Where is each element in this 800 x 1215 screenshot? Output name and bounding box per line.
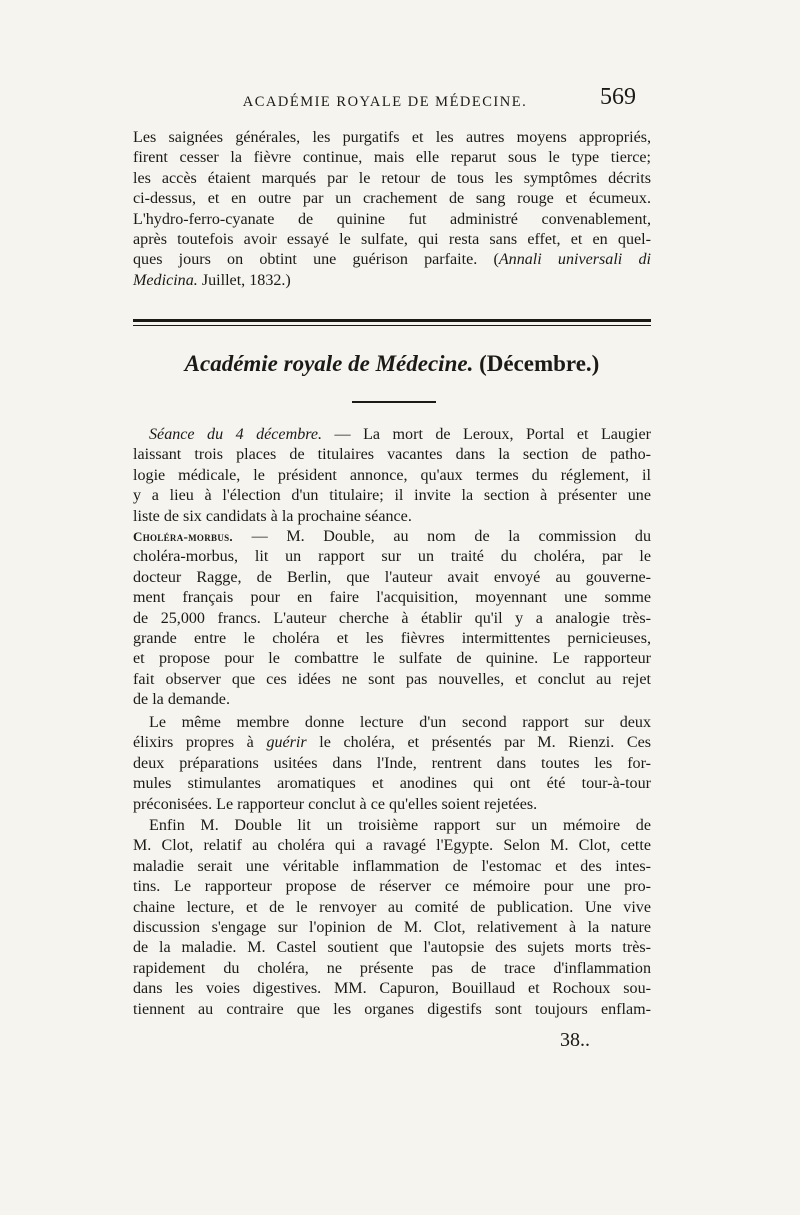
text-line: liste de six candidats à la prochaine séance. bbox=[133, 507, 412, 525]
text-line-citation bbox=[133, 250, 651, 270]
text-line: fait observer que ces idées ne sont pas nouvelles, et conclut au rejet bbox=[133, 670, 651, 688]
text-line-citation-end bbox=[133, 271, 651, 291]
paragraph-cholera bbox=[133, 527, 651, 711]
paragraph-seance bbox=[133, 425, 651, 527]
text-fragment: élixirs propres à bbox=[133, 734, 267, 752]
text-line bbox=[133, 733, 651, 753]
citation-journal-2: Medicina. bbox=[133, 271, 198, 289]
text-line: ment français pour en faire l'acquisition, moyennant une somme bbox=[133, 589, 651, 607]
text-line bbox=[133, 527, 651, 547]
text-line: de 25,000 francs. L'auteur cherche à établir qu'il y a analogie très- bbox=[133, 609, 651, 627]
text-line: logie médicale, le président annonce, qu'aux termes du réglement, il bbox=[133, 466, 651, 484]
text-fragment: — M. Double, au nom de la commission du bbox=[232, 528, 651, 545]
separator-rule-thick bbox=[133, 319, 651, 322]
seance-label: Séance du 4 décembre. bbox=[149, 426, 323, 443]
text-line: choléra-morbus, lit un rapport sur un traité du choléra, par le bbox=[133, 548, 651, 566]
text-line: mules stimulantes aromatiques et anodines qui ont été tour-à-tour bbox=[133, 775, 651, 793]
text-line: firent cesser la fièvre continue, mais elle reparut sous le type tierce; bbox=[133, 149, 651, 167]
text-line: deux préparations usitées dans l'Inde, rentrent dans toutes les for- bbox=[133, 754, 651, 772]
text-fragment: le choléra, et présentés par M. Rienzi. Ces bbox=[306, 734, 651, 752]
signature-mark: 38.. bbox=[560, 1029, 590, 1051]
text-line: Enfin M. Double lit un troisième rapport sur un mémoire de bbox=[149, 817, 651, 834]
text-line: L'hydro-ferro-cyanate de quinine fut administré convenablement, bbox=[133, 210, 651, 228]
paragraph-clot bbox=[133, 816, 651, 1020]
text-line: préconisées. Le rapporteur conclut à ce qu'elles soient rejetées. bbox=[133, 795, 538, 813]
citation-journal: Annali universali di bbox=[498, 251, 651, 269]
title-underline bbox=[352, 401, 436, 403]
text-line: dans les voies digestives. MM. Capuron, Bouillaud et Rochoux sou- bbox=[133, 980, 651, 998]
section-title-main: Académie royale de Médecine. bbox=[184, 351, 474, 376]
text-line: de la demande. bbox=[133, 691, 230, 709]
text-line: M. Clot, relatif au choléra qui a ravagé l'Egypte. Selon M. Clot, cette bbox=[133, 837, 651, 855]
separator-rule-thin bbox=[133, 325, 651, 326]
section-title-month: (Décembre.) bbox=[473, 351, 600, 376]
paragraph-elixirs bbox=[133, 713, 651, 815]
text-line: laissant trois places de titulaires vacantes dans la section de patho- bbox=[133, 446, 651, 464]
text-line: tins. Le rapporteur propose de réserver ce mémoire pour une pro- bbox=[133, 878, 651, 896]
cholera-label: Choléra-morbus. bbox=[133, 529, 233, 544]
section-title bbox=[133, 351, 651, 377]
text-line: après toutefois avoir essayé le sulfate, qui resta sans effet, et en quel- bbox=[133, 231, 651, 249]
text-line: tiennent au contraire que les organes digestifs sont toujours enflam- bbox=[133, 1000, 651, 1018]
text-line: et propose pour le combattre le sulfate de quinine. Le rapporteur bbox=[133, 650, 651, 668]
text-line: Les saignées générales, les purgatifs et les autres moyens appropriés, bbox=[133, 129, 651, 146]
text-line: discussion s'engage sur l'opinion de M. Clot, relativement à la nature bbox=[133, 919, 651, 937]
text-line: y a lieu à l'élection d'un titulaire; il invite la section à présenter une bbox=[133, 487, 651, 505]
text-fragment: — La mort de Leroux, Portal et Laugier bbox=[322, 426, 652, 443]
text-line: de la maladie. M. Castel soutient que l'autopsie des sujets morts très- bbox=[133, 939, 651, 957]
running-header: ACADÉMIE ROYALE DE MÉDECINE. bbox=[242, 94, 528, 110]
text-line bbox=[133, 425, 651, 445]
paragraph-case-report bbox=[133, 128, 651, 291]
text-line: docteur Ragge, de Berlin, que l'auteur avait envoyé au gouverne- bbox=[133, 568, 651, 586]
emphasis-guerir: guérir bbox=[266, 734, 307, 752]
text-line: grande entre le choléra et les fièvres intermittentes pernicieuses, bbox=[133, 630, 651, 648]
text-line: ci-dessus, et en outre par un crachement de sang rouge et écumeux. bbox=[133, 190, 651, 208]
text-line: Le même membre donne lecture d'un second rapport sur deux bbox=[149, 714, 651, 731]
page-number: 569 bbox=[600, 84, 636, 110]
text-line: rapidement du choléra, ne présente pas de trace d'inflammation bbox=[133, 959, 651, 977]
text-fragment: ques jours on obtint une guérison parfaite. ( bbox=[133, 251, 499, 269]
text-line: chaine lecture, et de le renvoyer au comité de publication. Une vive bbox=[133, 898, 651, 916]
citation-date: Juillet, 1832.) bbox=[197, 271, 291, 289]
text-line: les accès étaient marqués par le retour de tous les symptômes décrits bbox=[133, 169, 651, 187]
text-line: maladie serait une véritable inflammation de l'estomac et des intes- bbox=[133, 857, 651, 875]
